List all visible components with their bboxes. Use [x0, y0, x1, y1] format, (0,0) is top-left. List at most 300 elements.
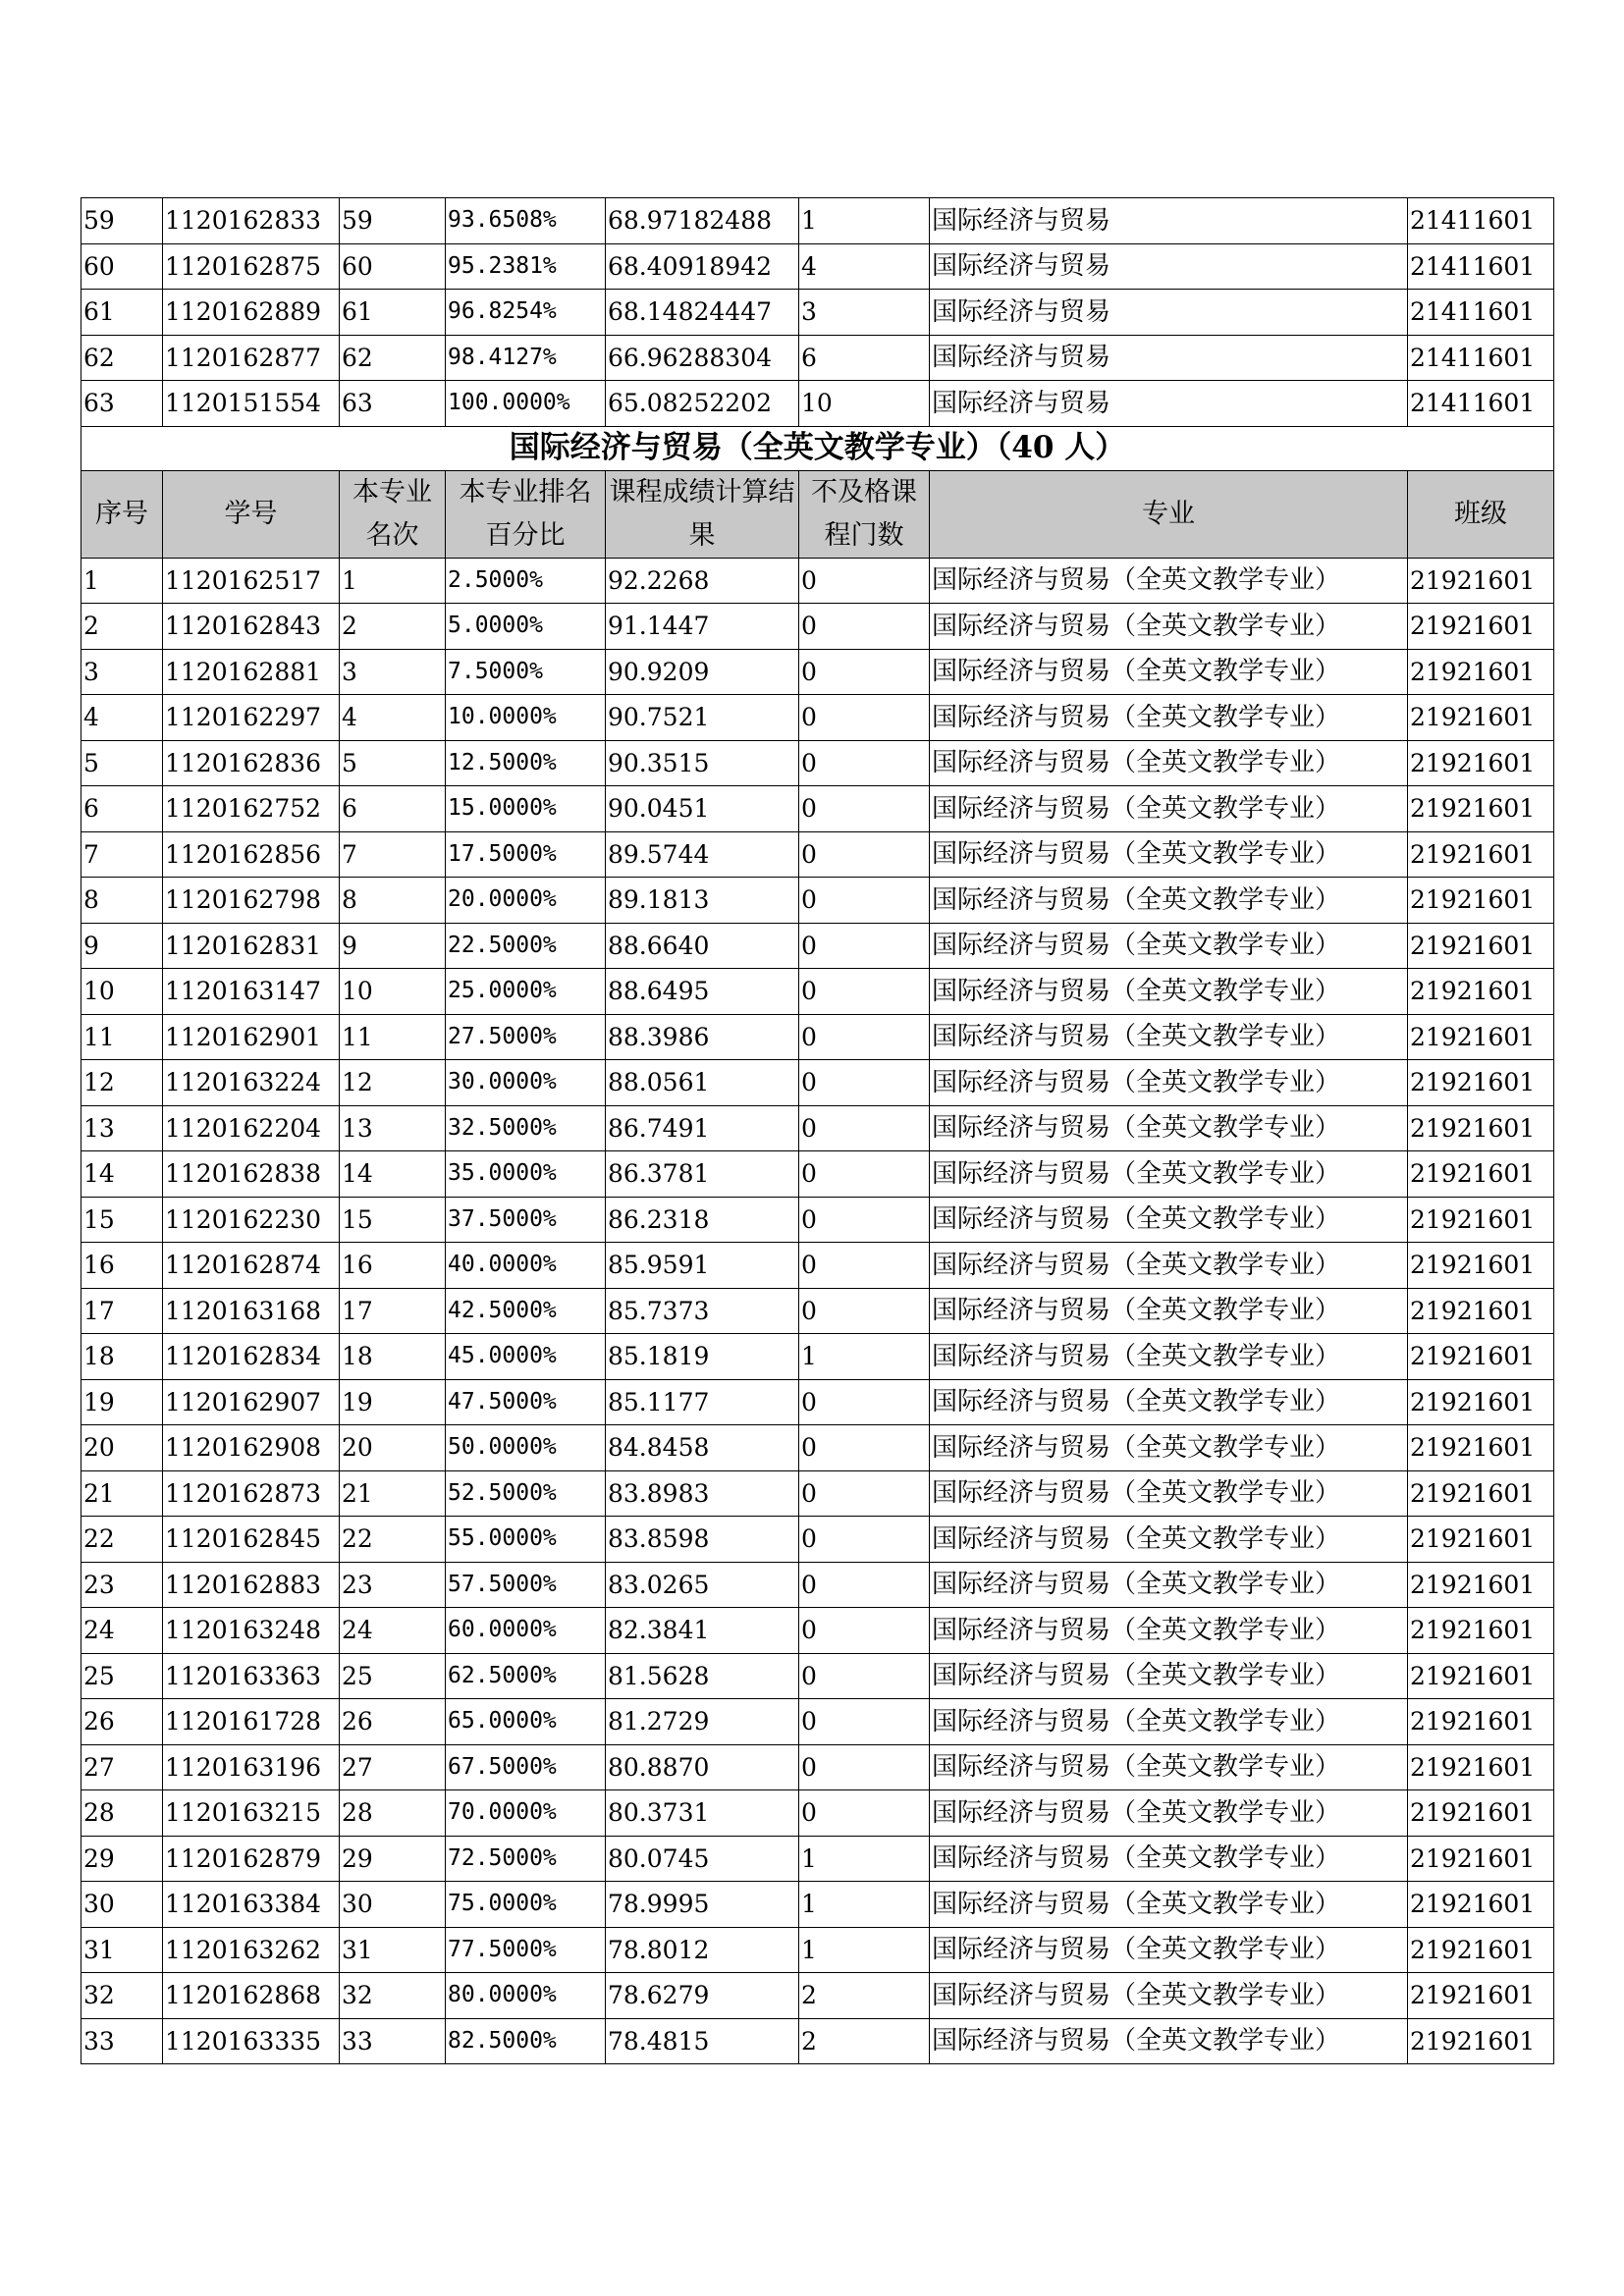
fail-count-cell: 0 — [799, 969, 930, 1015]
major-cell: 国际经济与贸易（全英文教学专业） — [930, 695, 1408, 741]
seq-cell: 9 — [81, 923, 163, 969]
table-row — [81, 1836, 1554, 1882]
major-cell: 国际经济与贸易（全英文教学专业） — [930, 878, 1408, 924]
major-cell: 国际经济与贸易（全英文教学专业） — [930, 1151, 1408, 1198]
score-cell: 88.6495 — [606, 969, 799, 1015]
score-cell: 83.8598 — [606, 1517, 799, 1563]
score-cell: 80.0745 — [606, 1836, 799, 1882]
rank-cell: 13 — [340, 1105, 446, 1151]
seq-cell: 61 — [81, 290, 163, 336]
table-row — [81, 923, 1554, 969]
major-cell: 国际经济与贸易（全英文教学专业） — [930, 1653, 1408, 1699]
student-id-cell: 1120162881 — [163, 649, 340, 695]
table-row — [81, 335, 1554, 381]
class-cell: 21921601 — [1408, 1653, 1554, 1699]
class-cell: 21411601 — [1408, 335, 1554, 381]
percent-cell: 50.0000% — [446, 1425, 606, 1471]
header-score: 课程成绩计算结果 — [606, 470, 799, 558]
table-row — [81, 198, 1554, 244]
fail-count-cell: 0 — [799, 558, 930, 604]
table-row — [81, 381, 1554, 427]
score-cell: 90.0451 — [606, 786, 799, 832]
student-id-cell: 1120163248 — [163, 1608, 340, 1654]
class-cell: 21921601 — [1408, 1060, 1554, 1106]
major-cell: 国际经济与贸易（全英文教学专业） — [930, 786, 1408, 832]
seq-cell: 25 — [81, 1653, 163, 1699]
class-cell: 21921601 — [1408, 604, 1554, 650]
fail-count-cell: 1 — [799, 1927, 930, 1973]
percent-cell: 20.0000% — [446, 878, 606, 924]
fail-count-cell: 0 — [799, 1197, 930, 1243]
major-cell: 国际经济与贸易（全英文教学专业） — [930, 923, 1408, 969]
student-id-cell: 1120162901 — [163, 1014, 340, 1060]
table-row — [81, 649, 1554, 695]
header-major: 专业 — [930, 470, 1408, 558]
rank-cell: 24 — [340, 1608, 446, 1654]
table-row — [81, 1425, 1554, 1471]
rank-cell: 12 — [340, 1060, 446, 1106]
rank-cell: 4 — [340, 695, 446, 741]
percent-cell: 57.5000% — [446, 1562, 606, 1608]
class-cell: 21921601 — [1408, 740, 1554, 786]
rank-cell: 23 — [340, 1562, 446, 1608]
rank-cell: 2 — [340, 604, 446, 650]
seq-cell: 33 — [81, 2018, 163, 2064]
class-cell: 21921601 — [1408, 1014, 1554, 1060]
score-cell: 82.3841 — [606, 1608, 799, 1654]
fail-count-cell: 10 — [799, 381, 930, 427]
percent-cell: 47.5000% — [446, 1379, 606, 1425]
class-cell: 21921601 — [1408, 558, 1554, 604]
major-cell: 国际经济与贸易（全英文教学专业） — [930, 1243, 1408, 1289]
major-cell: 国际经济与贸易（全英文教学专业） — [930, 649, 1408, 695]
student-id-cell: 1120162868 — [163, 1973, 340, 2019]
rank-cell: 32 — [340, 1973, 446, 2019]
score-cell: 90.7521 — [606, 695, 799, 741]
table-row — [81, 1882, 1554, 1928]
seq-cell: 10 — [81, 969, 163, 1015]
class-cell: 21921601 — [1408, 831, 1554, 878]
student-id-cell: 1120163262 — [163, 1927, 340, 1973]
major-cell: 国际经济与贸易（全英文教学专业） — [930, 969, 1408, 1015]
table-row — [81, 604, 1554, 650]
fail-count-cell: 0 — [799, 923, 930, 969]
fail-count-cell: 0 — [799, 1653, 930, 1699]
student-id-cell: 1120162834 — [163, 1334, 340, 1380]
percent-cell: 32.5000% — [446, 1105, 606, 1151]
student-id-cell: 1120162889 — [163, 290, 340, 336]
percent-cell: 60.0000% — [446, 1608, 606, 1654]
seq-cell: 21 — [81, 1470, 163, 1517]
student-id-cell: 1120162297 — [163, 695, 340, 741]
class-cell: 21921601 — [1408, 1973, 1554, 2019]
student-id-cell: 1120163335 — [163, 2018, 340, 2064]
student-id-cell: 1120163384 — [163, 1882, 340, 1928]
rank-cell: 20 — [340, 1425, 446, 1471]
table-row — [81, 2018, 1554, 2064]
percent-cell: 15.0000% — [446, 786, 606, 832]
class-cell: 21411601 — [1408, 381, 1554, 427]
seq-cell: 31 — [81, 1927, 163, 1973]
seq-cell: 8 — [81, 878, 163, 924]
table-row — [81, 290, 1554, 336]
table-row — [81, 831, 1554, 878]
rank-cell: 33 — [340, 2018, 446, 2064]
class-cell: 21921601 — [1408, 1790, 1554, 1837]
fail-count-cell: 0 — [799, 1608, 930, 1654]
student-id-cell: 1120162831 — [163, 923, 340, 969]
rank-cell: 14 — [340, 1151, 446, 1198]
student-id-cell: 1120162838 — [163, 1151, 340, 1198]
fail-count-cell: 0 — [799, 1790, 930, 1837]
seq-cell: 28 — [81, 1790, 163, 1837]
major-cell: 国际经济与贸易（全英文教学专业） — [930, 604, 1408, 650]
major-cell: 国际经济与贸易（全英文教学专业） — [930, 1562, 1408, 1608]
score-cell: 88.0561 — [606, 1060, 799, 1106]
class-cell: 21921601 — [1408, 1699, 1554, 1745]
seq-cell: 22 — [81, 1517, 163, 1563]
fail-count-cell: 0 — [799, 1379, 930, 1425]
rank-cell: 19 — [340, 1379, 446, 1425]
major-cell: 国际经济与贸易（全英文教学专业） — [930, 1699, 1408, 1745]
table-row — [81, 1288, 1554, 1334]
major-cell: 国际经济与贸易 — [930, 243, 1408, 290]
table-row — [81, 1379, 1554, 1425]
major-cell: 国际经济与贸易（全英文教学专业） — [930, 2018, 1408, 2064]
fail-count-cell: 1 — [799, 1882, 930, 1928]
table-row — [81, 1699, 1554, 1745]
major-cell: 国际经济与贸易（全英文教学专业） — [930, 1470, 1408, 1517]
fail-count-cell: 1 — [799, 198, 930, 244]
student-id-cell: 1120162856 — [163, 831, 340, 878]
major-cell: 国际经济与贸易 — [930, 198, 1408, 244]
score-cell: 83.8983 — [606, 1470, 799, 1517]
table-row — [81, 1151, 1554, 1198]
fail-count-cell: 2 — [799, 1973, 930, 2019]
score-cell: 78.4815 — [606, 2018, 799, 2064]
seq-cell: 59 — [81, 198, 163, 244]
seq-cell: 19 — [81, 1379, 163, 1425]
percent-cell: 72.5000% — [446, 1836, 606, 1882]
fail-count-cell: 0 — [799, 786, 930, 832]
percent-cell: 2.5000% — [446, 558, 606, 604]
header-class: 班级 — [1408, 470, 1554, 558]
rank-cell: 26 — [340, 1699, 446, 1745]
class-cell: 21921601 — [1408, 1562, 1554, 1608]
seq-cell: 13 — [81, 1105, 163, 1151]
major-cell: 国际经济与贸易（全英文教学专业） — [930, 1288, 1408, 1334]
student-id-cell: 1120162875 — [163, 243, 340, 290]
fail-count-cell: 4 — [799, 243, 930, 290]
class-cell: 21411601 — [1408, 198, 1554, 244]
class-cell: 21921601 — [1408, 878, 1554, 924]
class-cell: 21921601 — [1408, 2018, 1554, 2064]
rank-cell: 9 — [340, 923, 446, 969]
score-cell: 80.8870 — [606, 1744, 799, 1790]
fail-count-cell: 6 — [799, 335, 930, 381]
percent-cell: 35.0000% — [446, 1151, 606, 1198]
table-row — [81, 969, 1554, 1015]
major-cell: 国际经济与贸易（全英文教学专业） — [930, 1882, 1408, 1928]
table-row — [81, 1470, 1554, 1517]
percent-cell: 17.5000% — [446, 831, 606, 878]
class-cell: 21411601 — [1408, 290, 1554, 336]
fail-count-cell: 0 — [799, 740, 930, 786]
ranking-table — [81, 197, 1554, 2064]
major-cell: 国际经济与贸易（全英文教学专业） — [930, 1744, 1408, 1790]
table-row — [81, 695, 1554, 741]
seq-cell: 18 — [81, 1334, 163, 1380]
student-id-cell: 1120162833 — [163, 198, 340, 244]
table-row — [81, 1744, 1554, 1790]
rank-cell: 17 — [340, 1288, 446, 1334]
student-id-cell: 1120162836 — [163, 740, 340, 786]
percent-cell: 67.5000% — [446, 1744, 606, 1790]
fail-count-cell: 0 — [799, 1517, 930, 1563]
fail-count-cell: 0 — [799, 1470, 930, 1517]
score-cell: 89.1813 — [606, 878, 799, 924]
seq-cell: 23 — [81, 1562, 163, 1608]
major-cell: 国际经济与贸易（全英文教学专业） — [930, 1105, 1408, 1151]
rank-cell: 21 — [340, 1470, 446, 1517]
rank-cell: 28 — [340, 1790, 446, 1837]
class-cell: 21921601 — [1408, 1927, 1554, 1973]
major-cell: 国际经济与贸易（全英文教学专业） — [930, 1927, 1408, 1973]
table-row — [81, 1105, 1554, 1151]
score-cell: 65.08252202 — [606, 381, 799, 427]
seq-cell: 29 — [81, 1836, 163, 1882]
major-cell: 国际经济与贸易（全英文教学专业） — [930, 1836, 1408, 1882]
rank-cell: 8 — [340, 878, 446, 924]
seq-cell: 32 — [81, 1973, 163, 2019]
seq-cell: 24 — [81, 1608, 163, 1654]
seq-cell: 16 — [81, 1243, 163, 1289]
header-seq: 序号 — [81, 470, 163, 558]
percent-cell: 30.0000% — [446, 1060, 606, 1106]
score-cell: 81.5628 — [606, 1653, 799, 1699]
fail-count-cell: 0 — [799, 878, 930, 924]
score-cell: 89.5744 — [606, 831, 799, 878]
percent-cell: 27.5000% — [446, 1014, 606, 1060]
major-cell: 国际经济与贸易（全英文教学专业） — [930, 740, 1408, 786]
student-id-cell: 1120163224 — [163, 1060, 340, 1106]
student-id-cell: 1120162845 — [163, 1517, 340, 1563]
student-id-cell: 1120162517 — [163, 558, 340, 604]
major-cell: 国际经济与贸易（全英文教学专业） — [930, 1790, 1408, 1837]
percent-cell: 100.0000% — [446, 381, 606, 427]
seq-cell: 11 — [81, 1014, 163, 1060]
score-cell: 78.6279 — [606, 1973, 799, 2019]
score-cell: 85.1177 — [606, 1379, 799, 1425]
class-cell: 21921601 — [1408, 1425, 1554, 1471]
percent-cell: 22.5000% — [446, 923, 606, 969]
rank-cell: 62 — [340, 335, 446, 381]
table-row — [81, 1790, 1554, 1837]
rank-cell: 7 — [340, 831, 446, 878]
score-cell: 86.7491 — [606, 1105, 799, 1151]
table-row — [81, 878, 1554, 924]
student-id-cell: 1120162879 — [163, 1836, 340, 1882]
major-cell: 国际经济与贸易（全英文教学专业） — [930, 1517, 1408, 1563]
class-cell: 21921601 — [1408, 1197, 1554, 1243]
seq-cell: 27 — [81, 1744, 163, 1790]
rank-cell: 3 — [340, 649, 446, 695]
fail-count-cell: 0 — [799, 695, 930, 741]
seq-cell: 1 — [81, 558, 163, 604]
table-row — [81, 1517, 1554, 1563]
seq-cell: 63 — [81, 381, 163, 427]
score-cell: 91.1447 — [606, 604, 799, 650]
fail-count-cell: 2 — [799, 2018, 930, 2064]
rank-cell: 6 — [340, 786, 446, 832]
table-row — [81, 740, 1554, 786]
header-fail-count: 不及格课程门数 — [799, 470, 930, 558]
fail-count-cell: 0 — [799, 1060, 930, 1106]
seq-cell: 4 — [81, 695, 163, 741]
class-cell: 21921601 — [1408, 1836, 1554, 1882]
student-id-cell: 1120163363 — [163, 1653, 340, 1699]
percent-cell: 5.0000% — [446, 604, 606, 650]
student-id-cell: 1120162843 — [163, 604, 340, 650]
major-cell: 国际经济与贸易（全英文教学专业） — [930, 1334, 1408, 1380]
seq-cell: 14 — [81, 1151, 163, 1198]
seq-cell: 7 — [81, 831, 163, 878]
rank-cell: 10 — [340, 969, 446, 1015]
table-row — [81, 243, 1554, 290]
student-id-cell: 1120162752 — [163, 786, 340, 832]
rank-cell: 29 — [340, 1836, 446, 1882]
percent-cell: 82.5000% — [446, 2018, 606, 2064]
major-cell: 国际经济与贸易（全英文教学专业） — [930, 831, 1408, 878]
score-cell: 78.9995 — [606, 1882, 799, 1928]
seq-cell: 62 — [81, 335, 163, 381]
percent-cell: 77.5000% — [446, 1927, 606, 1973]
student-id-cell: 1120162230 — [163, 1197, 340, 1243]
score-cell: 92.2268 — [606, 558, 799, 604]
table-header-row — [81, 470, 1554, 558]
fail-count-cell: 0 — [799, 1288, 930, 1334]
seq-cell: 6 — [81, 786, 163, 832]
class-cell: 21921601 — [1408, 969, 1554, 1015]
student-id-cell: 1120162877 — [163, 335, 340, 381]
percent-cell: 96.8254% — [446, 290, 606, 336]
student-id-cell: 1120151554 — [163, 381, 340, 427]
rank-cell: 5 — [340, 740, 446, 786]
class-cell: 21921601 — [1408, 695, 1554, 741]
rank-cell: 31 — [340, 1927, 446, 1973]
score-cell: 85.1819 — [606, 1334, 799, 1380]
seq-cell: 26 — [81, 1699, 163, 1745]
fail-count-cell: 0 — [799, 1562, 930, 1608]
seq-cell: 60 — [81, 243, 163, 290]
student-id-cell: 1120162908 — [163, 1425, 340, 1471]
table-row — [81, 1197, 1554, 1243]
fail-count-cell: 0 — [799, 1243, 930, 1289]
class-cell: 21921601 — [1408, 1105, 1554, 1151]
percent-cell: 25.0000% — [446, 969, 606, 1015]
score-cell: 85.7373 — [606, 1288, 799, 1334]
score-cell: 80.3731 — [606, 1790, 799, 1837]
score-cell: 90.9209 — [606, 649, 799, 695]
percent-cell: 98.4127% — [446, 335, 606, 381]
rank-cell: 59 — [340, 198, 446, 244]
fail-count-cell: 3 — [799, 290, 930, 336]
seq-cell: 2 — [81, 604, 163, 650]
seq-cell: 12 — [81, 1060, 163, 1106]
header-rank: 本专业名次 — [340, 470, 446, 558]
score-cell: 90.3515 — [606, 740, 799, 786]
student-id-cell: 1120162798 — [163, 878, 340, 924]
header-percent: 本专业排名百分比 — [446, 470, 606, 558]
rank-cell: 18 — [340, 1334, 446, 1380]
student-id-cell: 1120161728 — [163, 1699, 340, 1745]
seq-cell: 5 — [81, 740, 163, 786]
fail-count-cell: 0 — [799, 1151, 930, 1198]
class-cell: 21921601 — [1408, 1379, 1554, 1425]
score-cell: 68.97182488 — [606, 198, 799, 244]
class-cell: 21921601 — [1408, 1288, 1554, 1334]
student-id-cell: 1120162874 — [163, 1243, 340, 1289]
fail-count-cell: 0 — [799, 604, 930, 650]
section-title: 国际经济与贸易（全英文教学专业）（40 人） — [81, 426, 1554, 470]
class-cell: 21921601 — [1408, 1744, 1554, 1790]
class-cell: 21921601 — [1408, 1517, 1554, 1563]
score-cell: 66.96288304 — [606, 335, 799, 381]
table-row — [81, 1653, 1554, 1699]
score-cell: 88.6640 — [606, 923, 799, 969]
student-id-cell: 1120163196 — [163, 1744, 340, 1790]
student-id-cell: 1120162204 — [163, 1105, 340, 1151]
percent-cell: 62.5000% — [446, 1653, 606, 1699]
rank-cell: 61 — [340, 290, 446, 336]
percent-cell: 55.0000% — [446, 1517, 606, 1563]
class-cell: 21921601 — [1408, 923, 1554, 969]
student-id-cell: 1120163147 — [163, 969, 340, 1015]
table-row — [81, 1927, 1554, 1973]
rank-cell: 15 — [340, 1197, 446, 1243]
major-cell: 国际经济与贸易（全英文教学专业） — [930, 1425, 1408, 1471]
percent-cell: 45.0000% — [446, 1334, 606, 1380]
rank-cell: 22 — [340, 1517, 446, 1563]
table-row — [81, 1562, 1554, 1608]
percent-cell: 37.5000% — [446, 1197, 606, 1243]
section-title-row — [81, 426, 1554, 470]
major-cell: 国际经济与贸易（全英文教学专业） — [930, 1608, 1408, 1654]
score-cell: 86.2318 — [606, 1197, 799, 1243]
class-cell: 21921601 — [1408, 1608, 1554, 1654]
score-cell: 84.8458 — [606, 1425, 799, 1471]
score-cell: 85.9591 — [606, 1243, 799, 1289]
major-cell: 国际经济与贸易（全英文教学专业） — [930, 1060, 1408, 1106]
fail-count-cell: 0 — [799, 831, 930, 878]
fail-count-cell: 0 — [799, 1105, 930, 1151]
percent-cell: 93.6508% — [446, 198, 606, 244]
fail-count-cell: 0 — [799, 1744, 930, 1790]
fail-count-cell: 1 — [799, 1836, 930, 1882]
class-cell: 21921601 — [1408, 649, 1554, 695]
table-row — [81, 1014, 1554, 1060]
percent-cell: 70.0000% — [446, 1790, 606, 1837]
class-cell: 21921601 — [1408, 1334, 1554, 1380]
rank-cell: 30 — [340, 1882, 446, 1928]
class-cell: 21921601 — [1408, 1882, 1554, 1928]
score-cell: 88.3986 — [606, 1014, 799, 1060]
major-cell: 国际经济与贸易 — [930, 381, 1408, 427]
score-cell: 78.8012 — [606, 1927, 799, 1973]
table-row — [81, 1243, 1554, 1289]
fail-count-cell: 0 — [799, 1014, 930, 1060]
rank-cell: 11 — [340, 1014, 446, 1060]
